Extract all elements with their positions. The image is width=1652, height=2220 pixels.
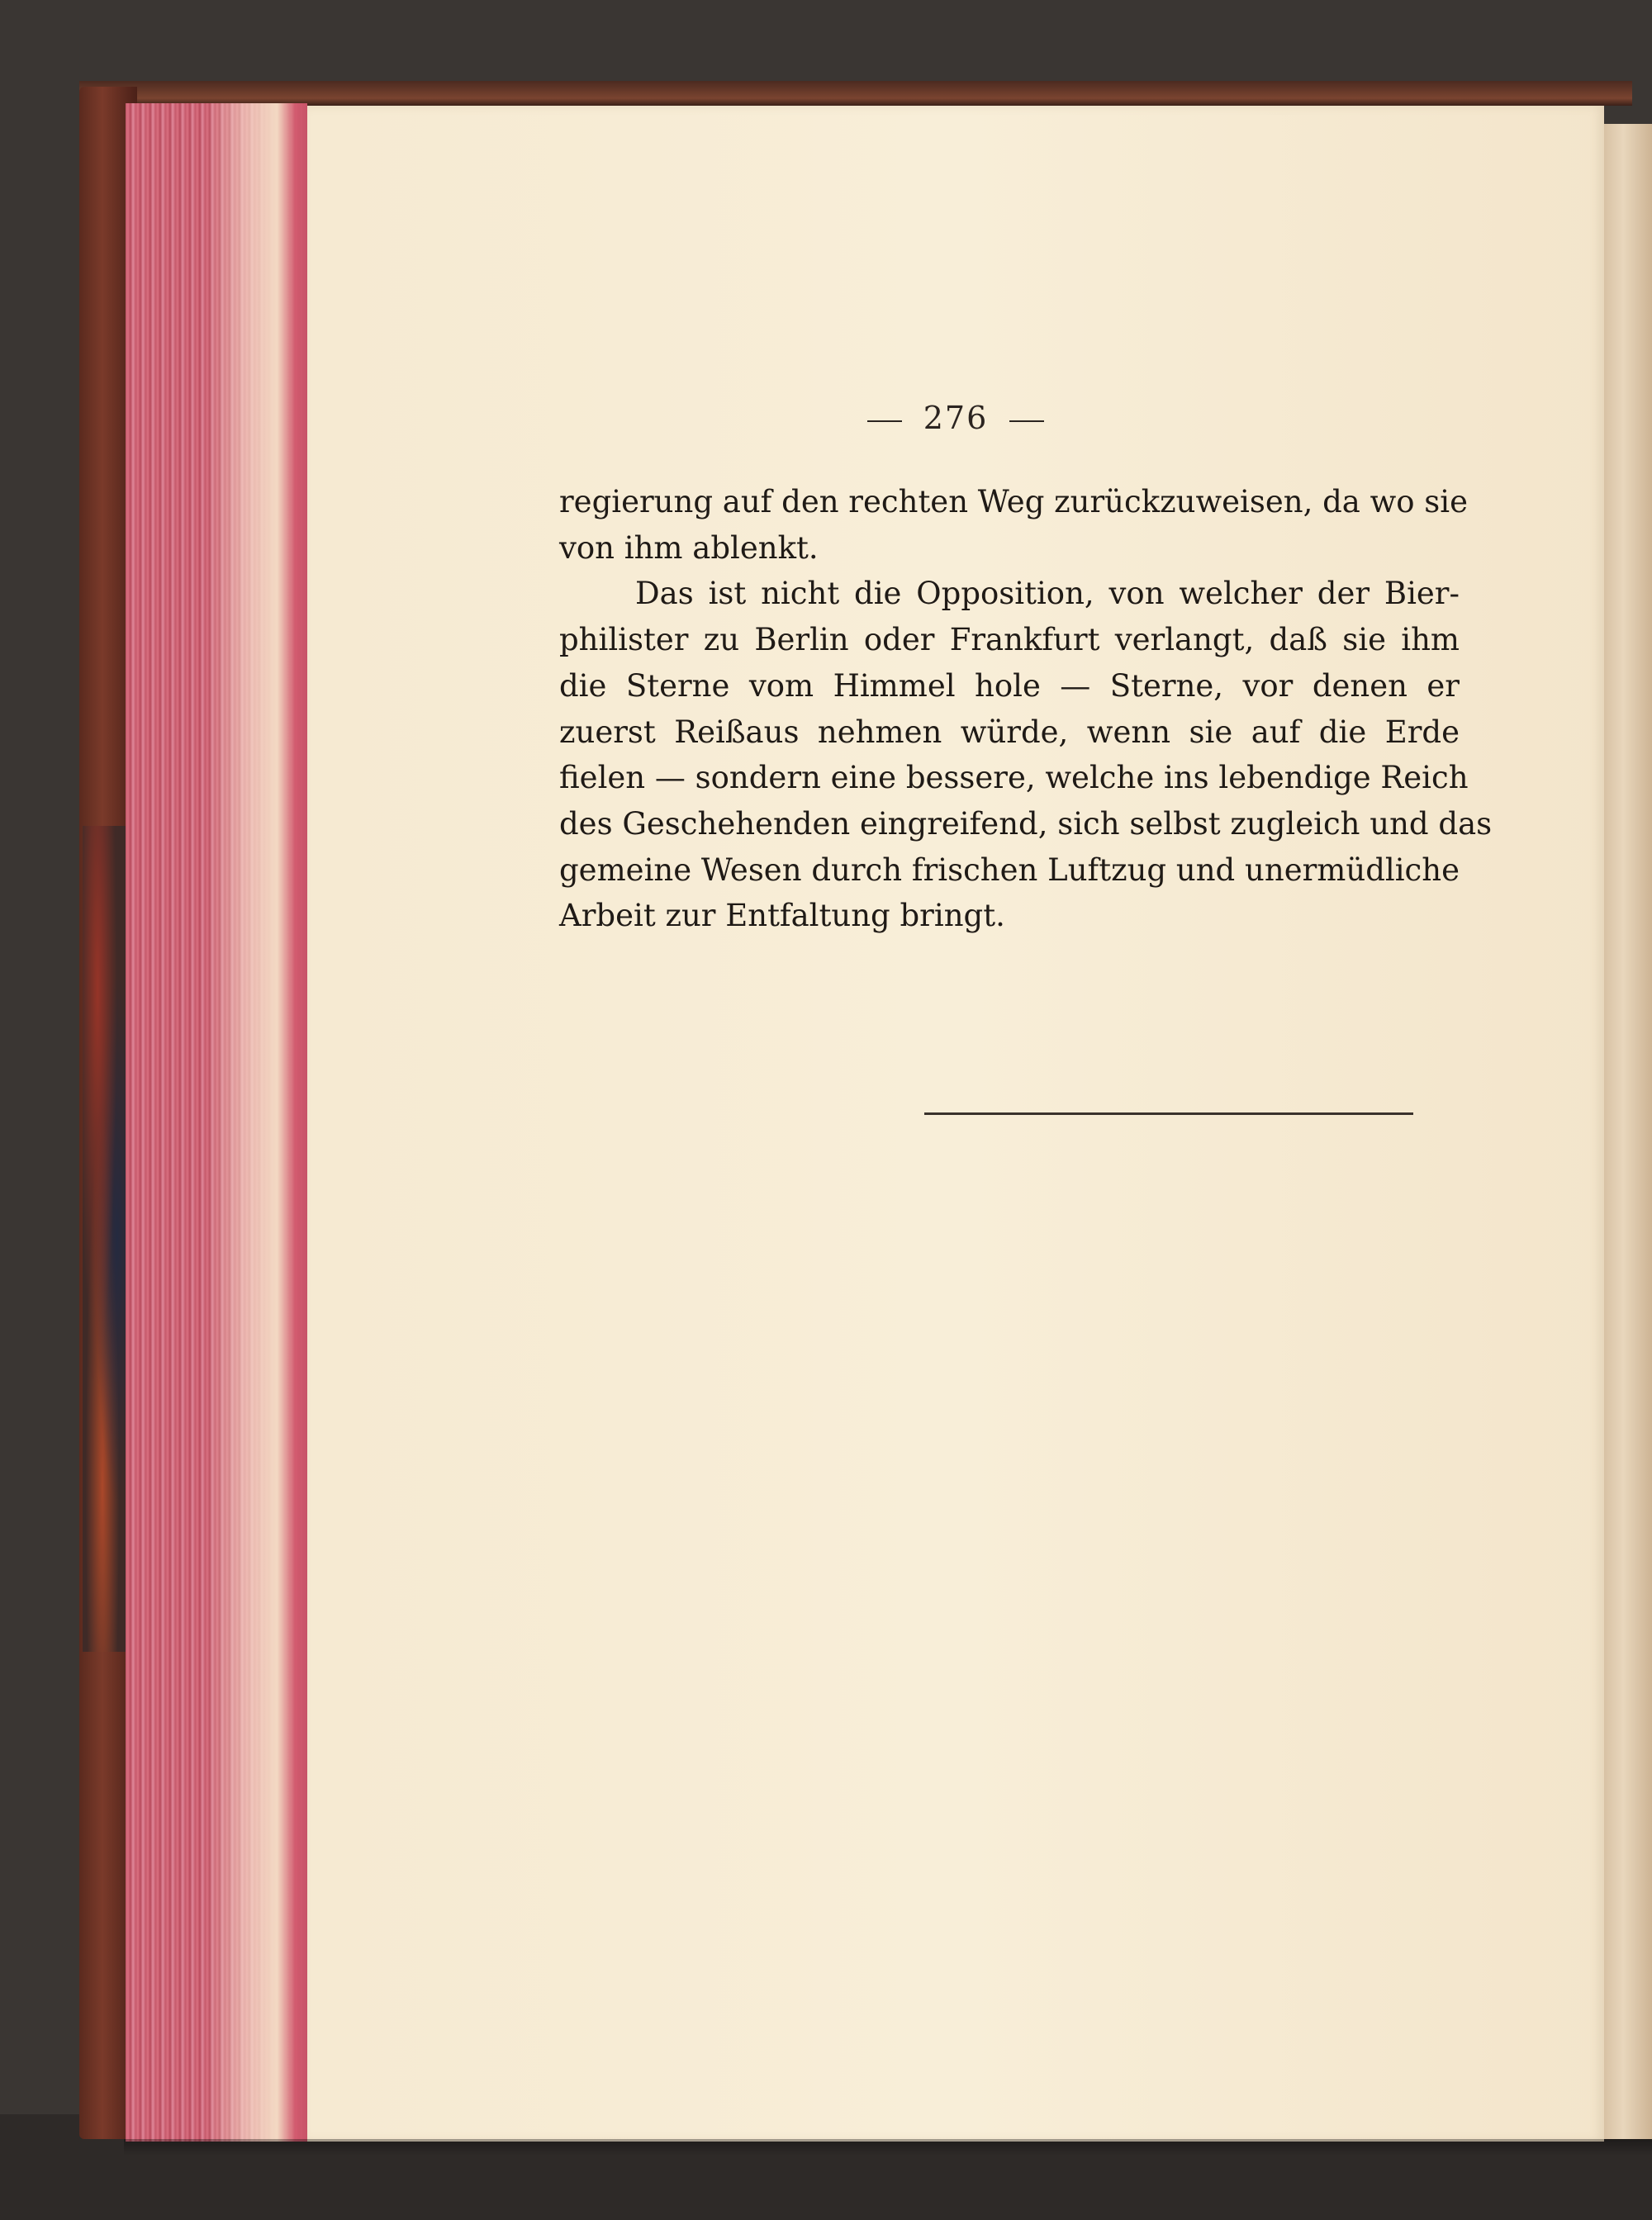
text-line: philister zu Berlin oder Frankfurt verlangt, daß sie ihm [559, 622, 1460, 658]
book-cover-top-edge [79, 81, 1632, 106]
text-line-paragraph-start: Das ist nicht die Opposition, von welcher der Bier- [635, 576, 1460, 612]
text-line: des Geschehenden eingreifend, sich selbst zugleich und das [559, 805, 1493, 842]
page-edges-fade [206, 103, 307, 2142]
text-line: die Sterne vom Himmel hole — Sterne, vor denen er [559, 667, 1460, 704]
text-line: von ihm ablenkt. [559, 529, 819, 566]
page-number [307, 400, 1604, 436]
text-line: gemeine Wesen durch frischen Luftzug und unermüdliche [559, 851, 1460, 888]
text-line: Arbeit zur Entfaltung bringt. [559, 898, 1005, 934]
page-number-dash-right [1009, 420, 1044, 422]
text-line: fielen — sondern eine bessere, welche ins lebendige Reich [559, 760, 1469, 796]
page-number-dash-left [867, 420, 902, 422]
section-end-rule [924, 1112, 1413, 1115]
page-bottom-shadow [124, 2139, 1652, 2156]
text-line: zuerst Reißaus nehmen würde, wenn sie auf die Erde [559, 714, 1460, 750]
book-page [307, 106, 1604, 2142]
body-text [559, 479, 1493, 939]
text-line: regierung auf den rechten Weg zurückzuweisen, da wo sie [559, 484, 1469, 519]
marbled-cover-pattern [83, 826, 132, 1652]
next-page-edge [1604, 124, 1652, 2139]
page-number-value: 276 [923, 400, 989, 436]
